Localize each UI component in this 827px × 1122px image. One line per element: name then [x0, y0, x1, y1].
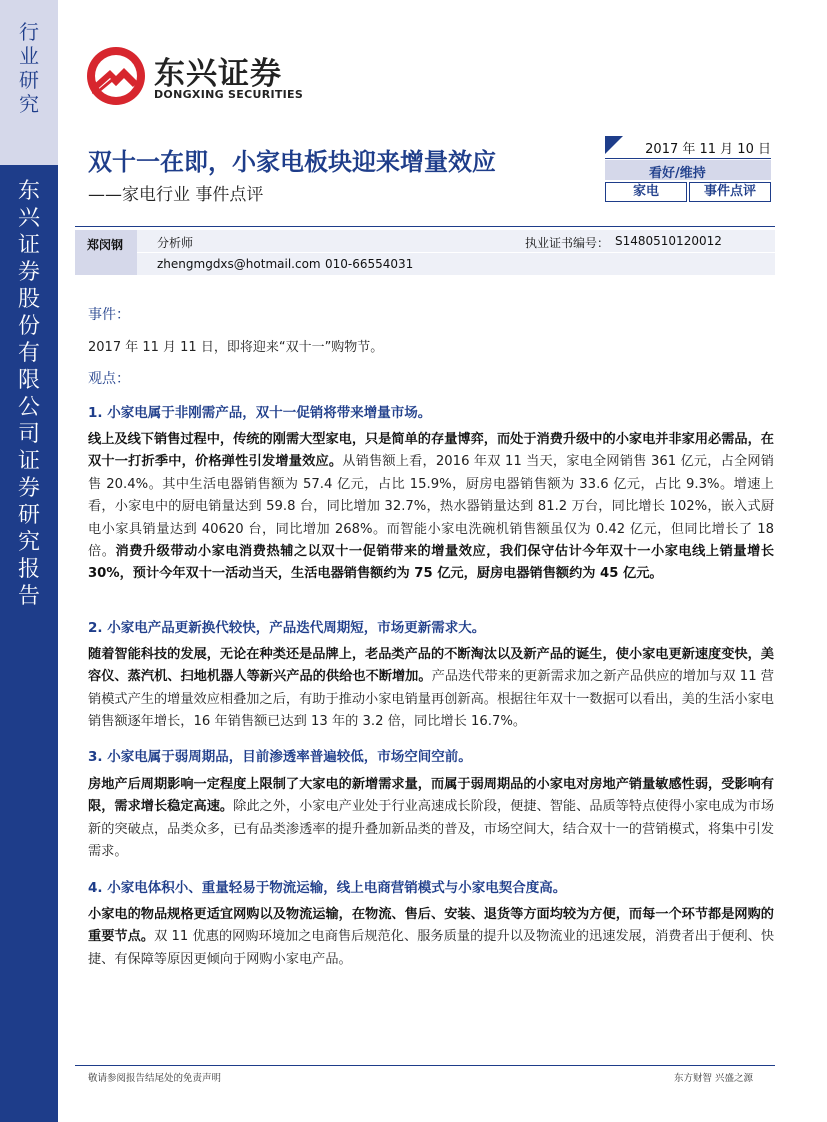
company-logo	[86, 46, 336, 106]
analyst-row-2	[137, 253, 775, 275]
rating-text: 看好/维持	[649, 166, 706, 181]
report-info-box	[605, 136, 771, 204]
analyst-role: 分析师	[157, 236, 194, 250]
section-heading-3: 3. 小家电属于弱周期品，目前渗透率普遍较低，市场空间空前。	[88, 749, 472, 765]
sidebar-top-text	[0, 20, 58, 116]
date-row	[605, 136, 771, 159]
sidebar-char: 司	[17, 422, 40, 447]
event-text: 2017 年 11 月 11 日，即将迎来“双十一”购物节。	[88, 340, 384, 355]
paragraph-1-text-1: 从销售额上看，2016 年双 11 当天，家电全网销售 361 亿元，占全网销售 20.4%。其中生活电器销售额为 57.4 亿元，占比 15.9%，厨房电器销售额为 33.6 亿元，占比 9.3%。增速上看，小家电中的厨电销量达到 59.8 台，同比增加 32.7%，热水器销量达到 81.2 万台，同比增长 102%，嵌入式厨电小家具销量达到 40620 台，同比增加 268%。而智能小家电洗碗机销售额虽仅为 0.42 亿元，但同比增长了 18 倍。	[88, 454, 774, 560]
sidebar-char: 研	[19, 68, 39, 92]
sidebar-char: 研	[17, 503, 40, 528]
paragraph-1	[88, 429, 774, 586]
sidebar-char: 究	[17, 530, 40, 555]
footer-slogan: 东方财智 兴盛之源	[674, 1073, 754, 1084]
report-type-cell: 事件点评	[689, 182, 771, 202]
sidebar-char: 券	[17, 260, 40, 285]
sidebar-char: 究	[19, 92, 39, 116]
logo-en-text: DONGXING SECURITIES	[154, 88, 304, 101]
paragraph-4-bold-1: 小家电的物品规格更适宜网购以及物流运输，在物流、售后、安装、退货等方面均较为方便，而每一个环节都是网购的重要节点。	[88, 907, 774, 945]
sidebar-char: 股	[17, 287, 40, 312]
sector-cell: 家电	[605, 182, 687, 202]
paragraph-2	[88, 644, 774, 734]
sidebar-char: 兴	[17, 206, 40, 231]
header-rule	[75, 226, 775, 227]
sidebar-bottom-text	[0, 178, 58, 610]
paragraph-4	[88, 904, 774, 971]
sidebar-char: 公	[17, 395, 40, 420]
cert-label: 执业证书编号：	[525, 236, 610, 250]
sidebar-char: 券	[17, 476, 40, 501]
footer-rule	[75, 1065, 775, 1066]
sidebar-char: 东	[17, 179, 40, 204]
sidebar-char: 业	[19, 44, 39, 68]
paragraph-3-text-1: 除此之外，小家电产业处于行业高速成长阶段，便捷、智能、品质等特点使得小家电成为市场新的突破点，品类众多，已有品类渗透率的提升叠加新品类的普及，市场空间大，结合双十一的营销模式，将集中引发需求。	[88, 799, 775, 860]
report-date: 2017 年 11 月 10 日	[645, 142, 771, 157]
analyst-name: 郑闵钢	[87, 238, 124, 252]
sidebar-char: 有	[17, 341, 40, 366]
sidebar-char: 证	[17, 449, 40, 474]
rating-row	[605, 160, 771, 180]
sidebar-char: 证	[17, 233, 40, 258]
analyst-email[interactable]: zhengmgdxs@hotmail.com	[157, 257, 321, 271]
report-title: 双十一在即，小家电板块迎来增量效应	[88, 148, 496, 176]
paragraph-1-bold-1: 线上及线下销售过程中，传统的刚需大型家电，只是简单的存量博弈，而处于消费升级中的小家电并非家用必需品，在双十一打折季中，价格弹性引发增量效应。	[88, 432, 774, 470]
footer-disclaimer: 敬请参阅报告结尾处的免责声明	[88, 1073, 222, 1084]
cert-number: S1480510120012	[615, 234, 722, 248]
paragraph-4-text-1: 双 11 优惠的网购环境加之电商售后规范化、服务质量的提升以及物流业的迅速发展，消费者出于便利、快捷、有保障等原因更倾向于网购小家电产品。	[88, 929, 775, 967]
logo-cn-text: 东兴证券	[154, 56, 282, 92]
sidebar-char: 限	[17, 368, 40, 393]
view-label: 观点：	[88, 371, 130, 387]
analyst-phone: 010-66554031	[325, 257, 414, 271]
sidebar-char: 份	[17, 314, 40, 339]
paragraph-3	[88, 774, 774, 864]
section-heading-4: 4. 小家电体积小、重量轻易于物流运输，线上电商营销模式与小家电契合度高。	[88, 880, 567, 896]
paragraph-2-text-1: 产品迭代带来的更新需求加之新产品供应的增加与双 11 营销模式产生的增量效应相叠加之后，有助于推动小家电销量再创新高。根据往年双十一数据可以看出，美的生活小家电销售额逐年增长，16 年销售额已达到 13 年的 3.2 倍，同比增长 16.7%。	[88, 669, 774, 730]
paragraph-2-bold-1: 随着智能科技的发展，无论在种类还是品牌上，老品类产品的不断淘汰以及新产品的诞生，使小家电更新速度变快，美容仪、蒸汽机、扫地机器人等新兴产品的供给也不断增加。	[88, 647, 774, 685]
sidebar-char: 行	[19, 20, 39, 44]
event-label: 事件：	[88, 307, 130, 323]
dongxing-logo-icon	[86, 46, 146, 106]
sidebar	[0, 0, 58, 1122]
analyst-name-cell	[75, 230, 137, 275]
analyst-row-1	[137, 230, 775, 253]
paragraph-1-bold-2: 消费升级带动小家电消费热辅之以双十一促销带来的增量效应，我们保守估计今年双十一小家电线上销量增长 30%，预计今年双十一活动当天，生活电器销售额约为 75 亿元，厨房电器销售额约为 45 亿元。	[88, 544, 775, 582]
sidebar-char: 报	[17, 557, 40, 582]
corner-triangle-icon	[605, 136, 623, 154]
analyst-table	[75, 230, 775, 275]
report-subtitle: ——家电行业 事件点评	[88, 185, 264, 205]
section-heading-1: 1. 小家电属于非刚需产品，双十一促销将带来增量市场。	[88, 405, 432, 421]
section-heading-2: 2. 小家电产品更新换代较快，产品迭代周期短，市场更新需求大。	[88, 620, 486, 636]
paragraph-3-bold-1: 房地产后周期影响一定程度上限制了大家电的新增需求量，而属于弱周期品的小家电对房地产销量敏感性弱，受影响有限，需求增长稳定高速。	[88, 777, 774, 815]
sidebar-char: 告	[17, 584, 40, 609]
sector-row	[605, 182, 771, 202]
